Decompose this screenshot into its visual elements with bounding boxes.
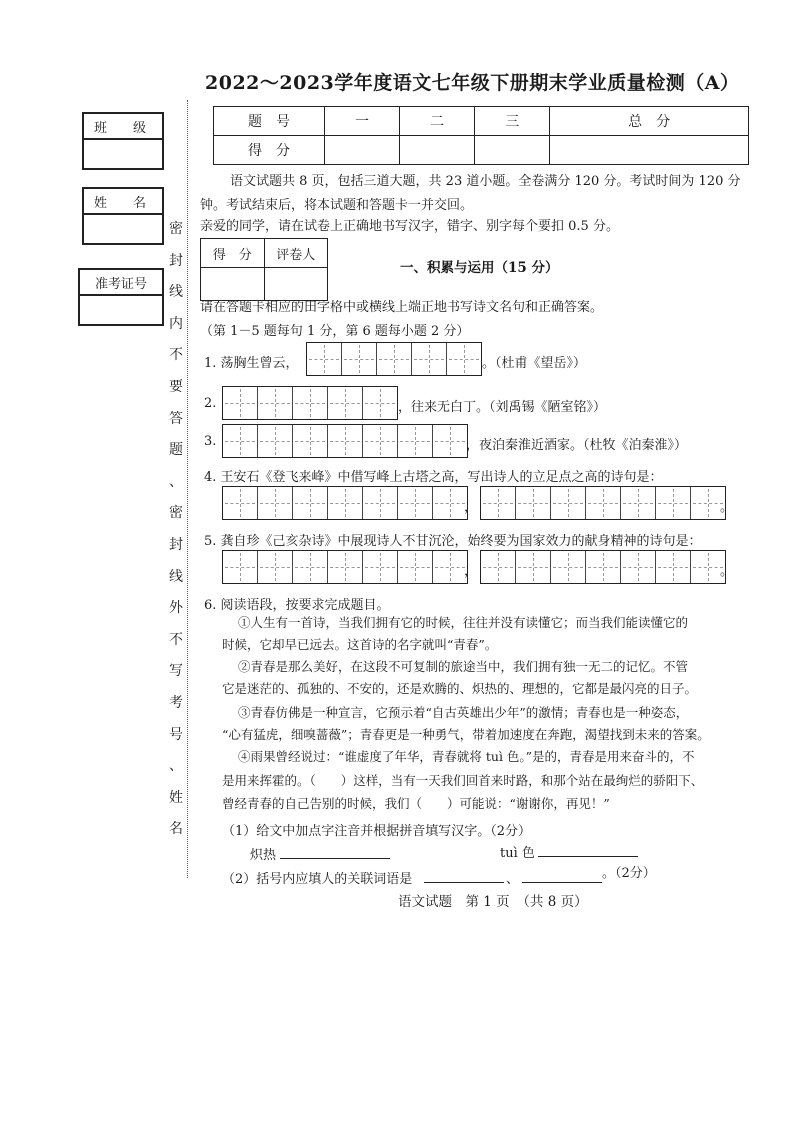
s1-word1: 炽热 bbox=[250, 848, 277, 863]
page-footer: 语文试题 第 1 页 （共 8 页） bbox=[398, 894, 588, 910]
question-3-suffix: ，夜泊秦淮近酒家。（杜牧《泊秦淮》） bbox=[466, 438, 688, 453]
seal-char: 封 bbox=[169, 252, 183, 269]
passage-line: 时候，它却早已远去。这首诗的名字就叫“青春”。 bbox=[222, 637, 498, 652]
question-5: 5. 龚自珍《己亥杂诗》中展现诗人不甘沉沦，始终要为国家效力的献身精神的诗句是： bbox=[204, 534, 702, 549]
q4-answer-grid-2[interactable] bbox=[480, 486, 726, 520]
name-label: 姓 名 bbox=[84, 189, 162, 215]
instruction-line: 亲爱的同学，请在试卷上正确地书写汉字，错字、别字每个要扣 0.5 分。 bbox=[200, 219, 619, 234]
seal-char: 密 bbox=[169, 505, 183, 522]
score-header-cell: 题 号 bbox=[214, 107, 325, 136]
score-table-header-row bbox=[214, 107, 749, 136]
score-header-cell: 总 分 bbox=[550, 107, 749, 136]
seal-char: 密 bbox=[169, 221, 183, 237]
q4-period: 。 bbox=[720, 500, 734, 515]
exam-title: 2022～2023学年度语文七年级下册期末学业质量检测（A） bbox=[205, 72, 740, 94]
passage-line: “心有猛虎，细嗅蔷薇”；青春更是一种勇气，带着加速度在奔跑，渴望找到未来的答案。 bbox=[222, 727, 710, 742]
section-desc: 请在答题卡相应的田字格中或横线上端正地书写诗文名句和正确答案。 bbox=[200, 300, 604, 315]
seal-char: 写 bbox=[169, 663, 183, 680]
question-6: 6. 阅读语段，按要求完成题目。 bbox=[204, 598, 390, 613]
question-2-prefix: 2. bbox=[204, 396, 217, 411]
grader-score-label: 得 分 bbox=[201, 239, 265, 268]
seal-char: 内 bbox=[169, 315, 183, 332]
seal-char: 答 bbox=[169, 410, 183, 427]
passage-line: ①人生有一首诗，当我们拥有它的时候，往往并没有读懂它；而当我们能读懂它的 bbox=[238, 615, 689, 630]
s2-end: 。（2分） bbox=[602, 866, 656, 881]
s2-answer2-blank[interactable] bbox=[522, 866, 602, 883]
s2-separator: 、 bbox=[506, 872, 520, 887]
seal-char: 不 bbox=[169, 631, 183, 648]
s2-answer1-blank[interactable] bbox=[424, 866, 504, 883]
s1-word2: tuì 色 bbox=[500, 846, 535, 861]
question-1-prefix: 1. 荡胸生曾云， bbox=[204, 356, 299, 371]
question-4: 4. 王安石《登飞来峰》中借写峰上古塔之高，写出诗人的立足点之高的诗句是： bbox=[204, 470, 663, 485]
q1-answer-grid[interactable] bbox=[306, 342, 482, 376]
q5-period: 。 bbox=[720, 564, 734, 579]
sub-question-2: （2）括号内应填人的关联词语是 bbox=[222, 872, 413, 887]
exam-id-field[interactable] bbox=[80, 296, 162, 324]
passage-line: ②青春是那么美好，在这段不可复制的旅途当中，我们拥有独一无二的记忆。不管 bbox=[238, 659, 689, 674]
score-table bbox=[213, 106, 749, 165]
score-header-cell: 二 bbox=[400, 107, 475, 136]
score-header-cell: 三 bbox=[475, 107, 550, 136]
q5-answer-grid-1[interactable] bbox=[222, 550, 468, 584]
question-2-suffix: ，往来无白丁。（刘禹锡《陋室铭》） bbox=[398, 400, 607, 415]
sub-question-1: （1）给文中加点字注音并根据拼音填写汉字。（2分） bbox=[222, 824, 532, 839]
question-3-prefix: 3. bbox=[204, 434, 217, 449]
s1-answer1-blank[interactable] bbox=[280, 842, 390, 859]
section-desc: （第 1－5 题每句 1 分，第 6 题每小题 2 分） bbox=[200, 324, 470, 339]
class-field[interactable] bbox=[84, 140, 162, 168]
s1-answer2-blank[interactable] bbox=[538, 840, 638, 857]
grader-name-label: 评卷人 bbox=[264, 239, 328, 268]
name-box bbox=[82, 187, 164, 245]
seal-char: 、 bbox=[169, 758, 183, 775]
seal-char: 要 bbox=[169, 378, 183, 395]
name-field[interactable] bbox=[84, 215, 162, 243]
q4-comma: ， bbox=[464, 500, 478, 515]
seal-char: 、 bbox=[169, 473, 183, 490]
class-box bbox=[82, 112, 164, 170]
seal-char: 考 bbox=[169, 694, 183, 711]
passage-line: 它是迷茫的、孤独的、不安的，还是欢腾的、炽热的、理想的，它都是最闪亮的日子。 bbox=[222, 681, 698, 696]
question-1-suffix: 。（杜甫《望岳》） bbox=[482, 356, 587, 371]
seal-char: 姓 bbox=[169, 789, 183, 806]
score-cell[interactable] bbox=[325, 136, 400, 165]
seal-line-text bbox=[165, 214, 187, 846]
q2-answer-grid[interactable] bbox=[222, 386, 398, 420]
q5-comma: ， bbox=[464, 564, 478, 579]
score-cell[interactable] bbox=[400, 136, 475, 165]
instruction-line: 钟。考试结束后，将本试题和答题卡一并交回。 bbox=[200, 198, 474, 213]
seal-char: 线 bbox=[169, 568, 183, 585]
seal-char: 名 bbox=[169, 821, 183, 838]
exam-id-label: 准考证号 bbox=[80, 270, 162, 296]
instruction-line: 语文试题共 8 页，包括三道大题，共 23 道小题。全卷满分 120 分。考试时间为 120 分 bbox=[230, 174, 741, 189]
passage-line: ④雨果曾经说过：“谁虚度了年华，青春就将 tuì 色。”是的，青春是用来奋斗的，不 bbox=[238, 749, 695, 764]
seal-char: 外 bbox=[169, 600, 183, 617]
score-cell[interactable] bbox=[475, 136, 550, 165]
passage-line: 曾经青春的自己告别的时候，我们（ ）可能说：“谢谢你，再见！” bbox=[222, 796, 610, 811]
q5-answer-grid-2[interactable] bbox=[480, 550, 726, 584]
score-header-cell: 一 bbox=[325, 107, 400, 136]
score-cell[interactable] bbox=[550, 136, 749, 165]
q3-answer-grid[interactable] bbox=[222, 424, 468, 458]
exam-id-box bbox=[78, 268, 164, 326]
seal-char: 线 bbox=[169, 284, 183, 301]
passage-line: ③青春仿佛是一种宣言，它预示着“自古英雄出少年”的激情；青春也是一种姿态， bbox=[238, 705, 689, 720]
seal-char: 号 bbox=[169, 726, 183, 743]
grader-table bbox=[200, 238, 328, 301]
section-heading: 一、积累与运用（15 分） bbox=[400, 260, 559, 276]
score-label-cell: 得 分 bbox=[214, 136, 325, 165]
seal-char: 题 bbox=[169, 442, 183, 459]
score-table-score-row bbox=[214, 136, 749, 165]
passage-line: 是用来挥霍的。（ ）这样，当有一天我们回首来时路，和那个站在最绚烂的骄阳下、 bbox=[222, 773, 704, 788]
seal-char: 不 bbox=[169, 347, 183, 364]
class-label: 班 级 bbox=[84, 114, 162, 140]
seal-dotted-line bbox=[187, 100, 188, 878]
seal-char: 封 bbox=[169, 536, 183, 553]
q4-answer-grid-1[interactable] bbox=[222, 486, 468, 520]
